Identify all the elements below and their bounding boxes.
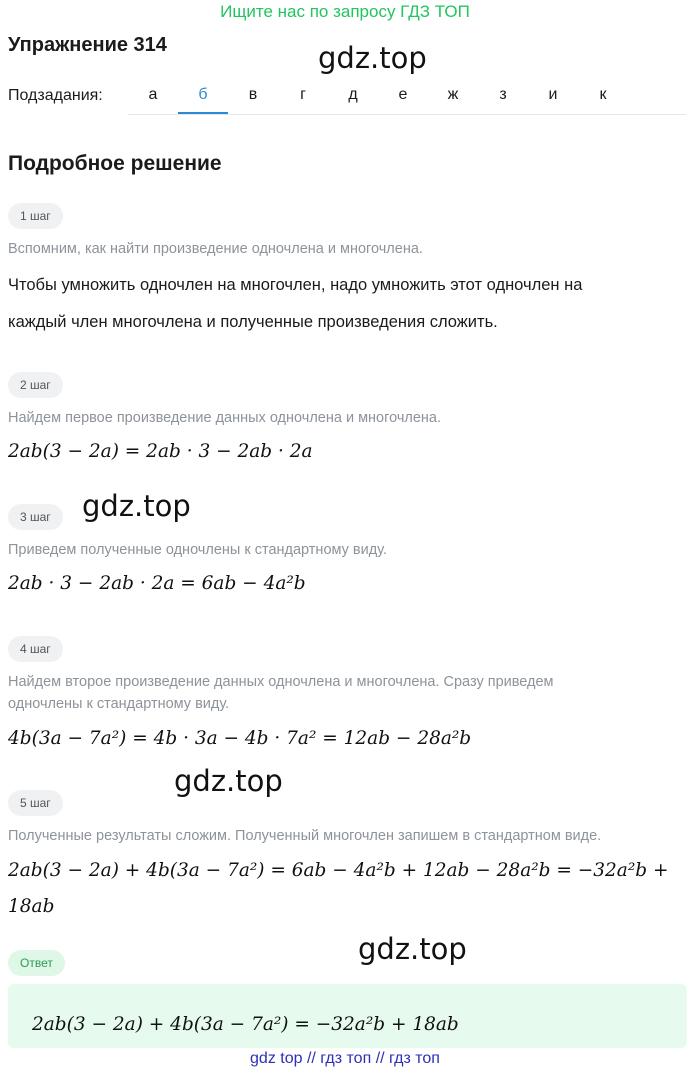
subtask-tab-active[interactable]: б xyxy=(178,78,228,114)
subtask-tab[interactable]: и xyxy=(548,86,558,103)
page-title: Упражнение 314 xyxy=(8,34,167,56)
step-text: Чтобы умножить одночлен на многочлен, надо умножить этот одночлен на xyxy=(8,276,583,294)
answer-badge: Ответ xyxy=(8,950,65,976)
step-hint: Найдем второе произведение данных одночлена и многочлена. Сразу приведем xyxy=(8,674,554,690)
step-text: каждый член многочлена и полученные произведения сложить. xyxy=(8,313,498,331)
footer-links: gdz top // гдз топ // гдз топ xyxy=(250,1050,440,1067)
step-badge: 1 шаг xyxy=(8,203,63,229)
watermark: gdz.top xyxy=(82,489,191,523)
step-formula: 4b(3a − 7a²) = 4b · 3a − 4b · 7a² = 12ab − 28a²b xyxy=(8,728,472,749)
step-badge: 4 шаг xyxy=(8,636,63,662)
subtask-tab[interactable]: з xyxy=(499,86,507,103)
watermark: gdz.top xyxy=(318,41,427,75)
subtask-tab[interactable]: а xyxy=(148,86,158,103)
answer-formula: 2ab(3 − 2a) + 4b(3a − 7a²) = −32a²b + 18ab xyxy=(32,1014,459,1035)
subtask-tab[interactable]: ж xyxy=(447,86,459,103)
step-badge: 2 шаг xyxy=(8,372,63,398)
step-formula: 18ab xyxy=(8,896,55,917)
subtask-tab[interactable]: д xyxy=(348,86,358,103)
step-formula: 2ab · 3 − 2ab · 2a = 6ab − 4a²b xyxy=(8,573,306,594)
subtask-tabs xyxy=(128,78,686,115)
watermark: gdz.top xyxy=(174,764,283,798)
step-badge: 3 шаг xyxy=(8,504,63,530)
subtask-tab[interactable]: к xyxy=(599,86,607,103)
subtask-tab[interactable]: е xyxy=(398,86,408,103)
subtask-tab[interactable]: г xyxy=(300,86,306,103)
step-formula: 2ab(3 − 2a) + 4b(3a − 7a²) = 6ab − 4a²b + 12ab − 28a²b = −32a²b + xyxy=(8,860,669,881)
step-badge: 5 шаг xyxy=(8,790,63,816)
step-hint: Найдем первое произведение данных одночлена и многочлена. xyxy=(8,410,442,426)
subtask-tab[interactable]: в xyxy=(248,86,258,103)
subtasks-label: Подзадания: xyxy=(8,87,103,104)
solution-heading: Подробное решение xyxy=(8,152,222,175)
answer-box xyxy=(8,984,687,1048)
search-banner: Ищите нас по запросу ГДЗ ТОП xyxy=(220,2,470,21)
step-hint: Вспомним, как найти произведение одночлена и многочлена. xyxy=(8,241,423,257)
step-hint: Приведем полученные одночлены к стандартному виду. xyxy=(8,542,388,558)
step-formula: 2ab(3 − 2a) = 2ab · 3 − 2ab · 2a xyxy=(8,441,313,462)
step-hint: одночлены к стандартному виду. xyxy=(8,696,230,712)
step-hint: Полученные результаты сложим. Полученный многочлен запишем в стандартном виде. xyxy=(8,828,602,844)
watermark: gdz.top xyxy=(358,932,467,966)
